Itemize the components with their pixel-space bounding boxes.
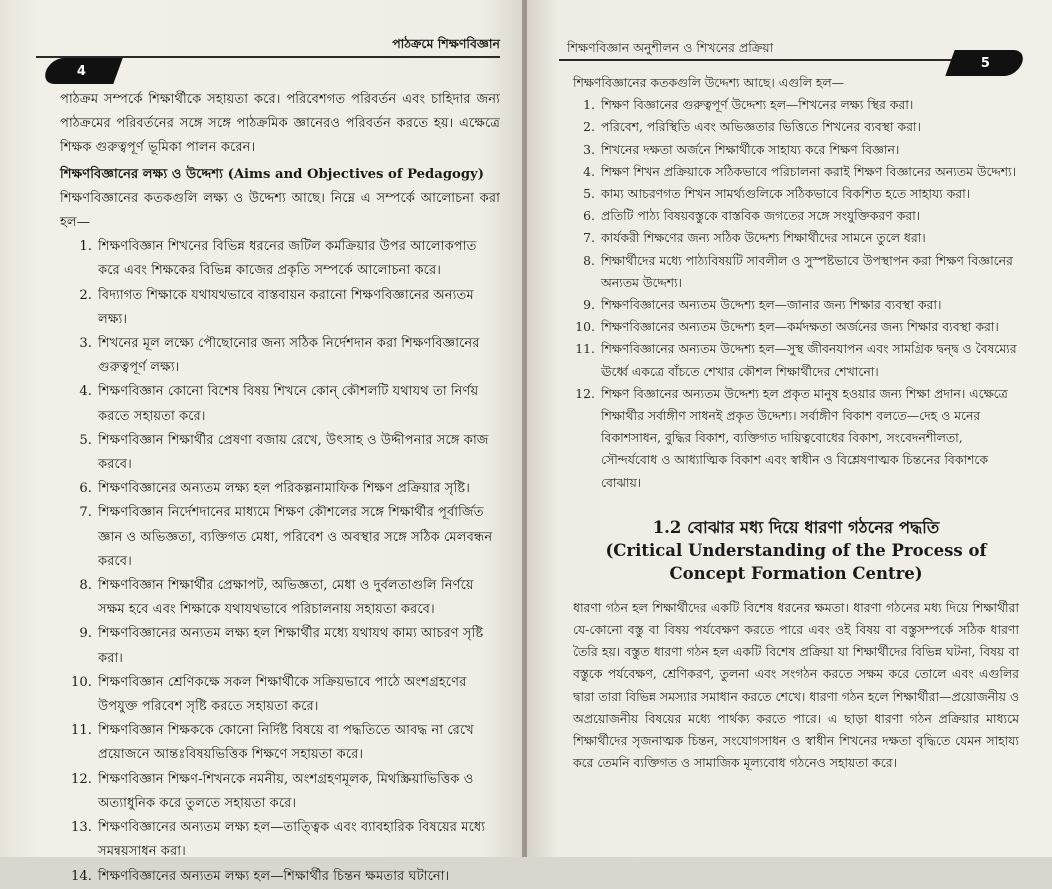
- section-title-english: (Critical Understanding of the Process of Concept Formation Centre): [605, 540, 987, 583]
- item-number: 11.: [71, 723, 92, 739]
- item-number: 2.: [79, 287, 92, 303]
- item-text: শিখনের দক্ষতা অর্জনে শিক্ষার্থীকে সাহায্য করে শিক্ষণ বিজ্ঞান।: [601, 141, 900, 157]
- aims-list: [60, 235, 500, 888]
- section-title: [573, 516, 1019, 585]
- list-item: [70, 768, 500, 816]
- item-number: 11.: [575, 341, 595, 357]
- item-number: 5.: [583, 186, 595, 202]
- header-rule: [559, 59, 982, 61]
- item-number: 13.: [71, 820, 92, 836]
- section-subhead: শিক্ষণবিজ্ঞানের লক্ষ্য ও উদ্দেশ্য (Aims and Objectives of Pedagogy): [60, 166, 484, 182]
- list-item: [573, 294, 1019, 316]
- item-text: শিক্ষণবিজ্ঞানের অন্যতম উদ্দেশ্য হল—জানার জন্য শিক্ষার ব্যবস্থা করা।: [601, 297, 942, 313]
- item-text: পরিবেশ, পরিস্থিতি এবং অভিজ্ঞতার ভিত্তিতে শিখনের ব্যবস্থা করা।: [601, 119, 921, 135]
- list-item: [70, 816, 500, 864]
- list-item: [573, 94, 1019, 116]
- page-number: 5: [981, 55, 991, 71]
- list-item: [573, 250, 1019, 294]
- item-text: শিক্ষণবিজ্ঞান শ্রেণিকক্ষে সকল শিক্ষার্থীকে সক্রিয়ভাবে পাঠে অংশগ্রহণের উপযুক্ত পরিবেশ সৃষ্টি করতে সহায়তা করে।: [98, 674, 467, 715]
- item-text: শিক্ষণবিজ্ঞানের অন্যতম লক্ষ্য হল—শিক্ষার্থীর চিন্তন ক্ষমতার ঘটানো।: [98, 868, 450, 884]
- item-number: 6.: [79, 481, 92, 497]
- list-item: [573, 205, 1019, 227]
- item-number: 9.: [583, 297, 595, 313]
- item-number: 4.: [79, 384, 92, 400]
- item-text: শিক্ষণ শিখন প্রক্রিয়াকে সঠিকভাবে পরিচালনা করাই শিক্ষণ বিজ্ঞানের অন্যতম উদ্দেশ্য।: [601, 163, 1017, 179]
- left-body: [60, 88, 500, 889]
- list-item: [573, 383, 1019, 494]
- item-number: 14.: [71, 868, 92, 884]
- item-number: 1.: [79, 239, 92, 255]
- list-item: [573, 139, 1019, 161]
- list-item: [70, 671, 500, 719]
- concept-formation-paragraph: ধারণা গঠন হল শিক্ষার্থীদের একটি বিশেষ ধরনের ক্ষমতা। ধারণা গঠনের মধ্য দিয়ে শিক্ষার্থীরা যে-কোনো বস্তু বা বিষয় পর্যবেক্ষণ করতে পারে এবং ওই বিষয় বা বস্তুসম্পর্কে সঠিক ধারণা তৈরি হয়। বস্তুত ধারণা গঠন হল একটি বিশেষ প্রক্রিয়া যা শিক্ষার্থীদের বিভিন্ন ঘটনা, বিষয় বা বস্তুকে পর্যবেক্ষণ, শ্রেণিকরণ, তুলনা এবং সংগঠন করতে সক্ষম করে তোলে এবং এগুলির দ্বারা তারা বিভিন্ন সমস্যার সমাধান করতে শেখে। ধারণা গঠন হলে শিক্ষার্থীরা—প্রয়োজনীয় ও অপ্রয়োজনীয় বিষয়ের মধ্যে পার্থক্য করতে পারে। এ ছাড়া ধারণা গঠন প্রক্রিয়ার মাধ্যমে শিক্ষার্থীদের সৃজনাত্মক চিন্তন, সংযোগসাধন ও স্বাধীন শিখনের দক্ষতা বৃদ্ধিতে যেমন সাহায্য করে তেমনি ব্যক্তিগত ও সামাজিক মূল্যবোধ গঠনেও সহায়তা করে।: [573, 599, 1019, 771]
- list-item: [70, 380, 500, 428]
- list-item: [70, 235, 500, 283]
- list-item: [70, 429, 500, 477]
- list-item: [573, 227, 1019, 249]
- item-text: শিখনের মূল লক্ষ্যে পৌছোনোর জন্য সঠিক নির্দেশদান করা শিক্ষণবিজ্ঞানের গুরুত্বপূর্ণ লক্ষ্য।: [98, 336, 480, 376]
- item-text: শিক্ষণবিজ্ঞান কোনো বিশেষ বিষয় শিখনে কোন্ কৌশলটি যথাযথ তা নির্ণয় করতে সহায়তা করে।: [98, 384, 479, 424]
- item-number: 10.: [71, 674, 92, 690]
- list-item: [70, 719, 500, 767]
- item-text: কার্যকরী শিক্ষণের জন্য সঠিক উদ্দেশ্য শিক্ষার্থীদের সামনে তুলে ধরা।: [601, 230, 926, 246]
- item-text: শিক্ষণবিজ্ঞান শিক্ষণ-শিখনকে নমনীয়, অংশগ্রহণমূলক, মিথস্ক্রিয়াভিত্তিক ও অত্যাধুনিক করে তুলতে সহায়তা করে।: [98, 771, 474, 811]
- item-text: শিক্ষণবিজ্ঞান শিক্ষার্থীর প্রেক্ষাপট, অভিজ্ঞতা, মেধা ও দুর্বলতাগুলি নির্ণয়ে সক্ষম হবে এবং শিক্ষাকে যথাযথভাবে পরিচালনায় সহায়তা করবে।: [98, 578, 474, 618]
- right-body: [573, 72, 1019, 774]
- left-page: [0, 0, 524, 884]
- objectives-list: [573, 94, 1019, 494]
- item-text: শিক্ষণবিজ্ঞানের অন্যতম লক্ষ্য হল শিক্ষার্থীর মধ্যে যথাযথ কাম্য আচরণ সৃষ্টি করা।: [98, 626, 484, 666]
- item-text: শিক্ষণ বিজ্ঞানের অন্যতম উদ্দেশ্য হল প্রকৃত মানুষ হওয়ার জন্য শিক্ষা প্রদান। এক্ষেত্রে শিক্ষার্থীর সর্বাঙ্গীণ সাধনই প্রকৃত উদ্দেশ্য। সর্বাঙ্গীণ বিকাশ বলতে—দেহ ও মনের বিকাশসাধন, বুদ্ধির বিকাশ, ব্যক্তিগত দায়িত্ববোধের বিকাশ, সংবেদনশীলতা, সৌন্দর্যবোধ ও আধ্যাত্মিক বিকাশ এবং স্বাধীন ও বিশ্লেষণাত্মক চিন্তনের বিকাশকে বোঝায়।: [601, 385, 1008, 490]
- item-text: বিদ্যাগত শিক্ষাকে যথাযথভাবে বাস্তবায়ন করানো শিক্ষণবিজ্ঞানের অন্যতম লক্ষ্য।: [98, 287, 474, 327]
- list-item: [70, 332, 500, 380]
- item-number: 3.: [79, 336, 92, 352]
- list-item: [573, 338, 1019, 382]
- intro-paragraph: পাঠক্রম সম্পর্কে শিক্ষার্থীকে সহায়তা করে। পরিবেশগত পরিবর্তন এবং চাহিদার জন্য পাঠক্রমের পরিবর্তনের সঙ্গে সঙ্গে পাঠক্রমিক জ্ঞানেরও পরিবর্তন করতে হয়। এক্ষেত্রে শিক্ষক গুরুত্বপূর্ণ ভূমিকা পালন করেন।: [60, 92, 500, 156]
- item-number: 8.: [79, 578, 92, 594]
- item-number: 4.: [583, 163, 595, 179]
- list-item: [573, 316, 1019, 338]
- item-text: শিক্ষণবিজ্ঞানের অন্যতম লক্ষ্য হল—তাত্ত্বিক এবং ব্যাবহারিক বিষয়ের মধ্যে সমন্বয়সাধন করা।: [98, 820, 486, 860]
- item-number: 3.: [583, 141, 595, 157]
- lead-in: শিক্ষণবিজ্ঞানের কতকগুলি লক্ষ্য ও উদ্দেশ্য আছে। নিম্নে এ সম্পর্কে আলোচনা করা হল—: [60, 190, 500, 231]
- item-text: কাম্য আচরণগত শিখন সামর্থ্যগুলিকে সঠিকভাবে বিকশিত হতে সাহায্য করা।: [601, 186, 971, 202]
- item-text: প্রতিটি পাঠ্য বিষয়বস্তুকে বাস্তবিক জগতের সঙ্গে সংযুক্তিকরণ করা।: [601, 208, 921, 224]
- item-number: 1.: [583, 97, 595, 113]
- list-item: [573, 183, 1019, 205]
- item-number: 12.: [71, 771, 92, 787]
- page-number-tab: [41, 58, 122, 84]
- item-text: শিক্ষার্থীদের মধ্যে পাঠ্যবিষয়টি সাবলীল ও সুস্পষ্টভাবে উপস্থাপন করা শিক্ষণ বিজ্ঞানের অন্যতম উদ্দেশ্য।: [601, 252, 1013, 290]
- item-text: শিক্ষণবিজ্ঞান শিখনের বিভিন্ন ধরনের জটিল কর্মক্রিয়ার উপর আলোকপাত করে এবং শিক্ষকের বিভিন্ন কাজের প্রকৃতি সম্পর্কে আলোচনা করে।: [98, 239, 477, 279]
- item-text: শিক্ষণবিজ্ঞান নির্দেশদানের মাধ্যমে শিক্ষণ কৌশলের সঙ্গে শিক্ষার্থীর পূর্বার্জিত জ্ঞান ও অভিজ্ঞতা, ব্যক্তিগত মেধা, পরিবেশ ও অবস্থার সঙ্গে সঠিক মেলবন্ধন করবে।: [98, 505, 493, 569]
- list-item: [70, 477, 500, 501]
- item-text: শিক্ষণবিজ্ঞান শিক্ষককে কোনো নির্দিষ্ট বিষয়ে বা পদ্ধতিতে আবদ্ধ না রেখে প্রয়োজনে আন্তঃবিষয়ভিত্তিক শিক্ষণে সহায়তা করে।: [98, 723, 474, 763]
- item-text: শিক্ষণবিজ্ঞানের অন্যতম উদ্দেশ্য হল—কর্মদক্ষতা অর্জনের জন্য শিক্ষার ব্যবস্থা করা।: [601, 319, 999, 335]
- lead-in: শিক্ষণবিজ্ঞানের কতকগুলি উদ্দেশ্য আছে। এগুলি হল—: [573, 75, 845, 90]
- item-text: শিক্ষণবিজ্ঞানের অন্যতম লক্ষ্য হল পরিকল্পনামাফিক শিক্ষণ প্রক্রিয়ার সৃষ্টি।: [98, 481, 470, 497]
- running-head: শিক্ষণবিজ্ঞান অনুশীলন ও শিখনের প্রক্রিয়া: [567, 40, 774, 55]
- list-item: [573, 116, 1019, 138]
- item-number: 12.: [575, 385, 595, 401]
- item-number: 6.: [583, 208, 595, 224]
- list-item: [70, 284, 500, 332]
- item-text: শিক্ষণ বিজ্ঞানের গুরুত্বপূর্ণ উদ্দেশ্য হল—শিখনের লক্ষ্য স্থির করা।: [601, 97, 914, 113]
- list-item: [70, 501, 500, 574]
- list-item: [573, 161, 1019, 183]
- list-item: [70, 574, 500, 622]
- right-page: [527, 0, 1052, 857]
- item-number: 2.: [583, 119, 595, 135]
- item-number: 8.: [583, 252, 595, 268]
- item-text: শিক্ষণবিজ্ঞান শিক্ষার্থীর প্রেষণা বজায় রেখে, উৎসাহ ও উদ্দীপনার সঙ্গে কাজ করবে।: [98, 432, 489, 473]
- list-item: [70, 865, 500, 889]
- item-number: 9.: [79, 626, 92, 642]
- item-number: 5.: [79, 432, 92, 448]
- item-number: 10.: [575, 319, 595, 335]
- list-item: [70, 622, 500, 670]
- item-text: শিক্ষণবিজ্ঞানের অন্যতম উদ্দেশ্য হল—সুস্থ জীবনযাপন এবং সামগ্রিক দ্বন্দ্ব ও বৈষম্যের ঊর্ধ্বে একত্রে বাঁচতে শেখার কৌশল শিক্ষার্থীদের শেখানো।: [601, 341, 1017, 379]
- item-number: 7.: [79, 505, 92, 521]
- running-head: পাঠক্রমে শিক্ষণবিজ্ঞান: [392, 36, 500, 51]
- item-number: 7.: [583, 230, 595, 246]
- section-title-bengali: 1.2 বোঝার মধ্য দিয়ে ধারণা গঠনের পদ্ধতি: [652, 517, 940, 537]
- page-number: 4: [77, 63, 87, 79]
